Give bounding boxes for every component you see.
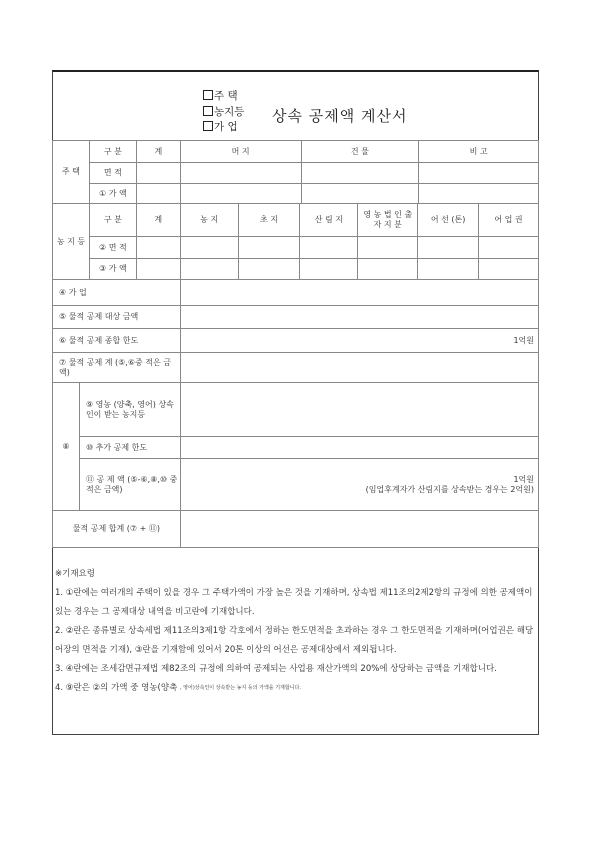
checkbox-house[interactable]: 주 택 bbox=[203, 88, 238, 103]
row-area-label: 면 적 bbox=[89, 163, 136, 184]
cell-input[interactable] bbox=[300, 237, 358, 259]
summary-table bbox=[52, 279, 539, 548]
instruction-3: 3. ④란에는 조세감면규제법 제82조의 규정에 의하여 공제되는 사업용 재산가액의 20%에 상당하는 금액을 기재합니다. bbox=[55, 664, 497, 674]
deduction-limit-value: 1억원 bbox=[180, 329, 538, 353]
house-side-label: 주 택 bbox=[53, 141, 90, 204]
deduction-amount-value bbox=[180, 459, 538, 511]
col-total: 계 bbox=[136, 141, 180, 163]
instruction-4-continued: , 영어)상속인이 상속받는 농지 등의 가액을 기재합니다. bbox=[180, 685, 301, 691]
instruction-1: 1. ①란에는 여러개의 주택이 있을 경우 그 주택가액이 가장 높은 것을 기재하며, 상속법 제11조의2제2항의 규정에 의한 공제액이 있는 경우는 그 공제대상 내역을 비고란에 기재합니다. bbox=[55, 588, 533, 617]
col-total: 계 bbox=[136, 204, 180, 237]
house-table bbox=[52, 140, 539, 204]
col-forest: 산 림 지 bbox=[300, 204, 358, 237]
row-deduction-sum-label: ⑦ 물적 공제 계 (⑤,⑥중 적은 금액) bbox=[53, 353, 181, 383]
col-fishing-vessel: 어 선 (톤) bbox=[418, 204, 479, 237]
cell-input[interactable] bbox=[180, 163, 301, 184]
form-title: 상속 공제액 계산서 bbox=[272, 107, 408, 125]
cell-input[interactable] bbox=[136, 163, 180, 184]
cell-input[interactable] bbox=[180, 280, 538, 306]
col-farmland: 농 지 bbox=[180, 204, 238, 237]
instructions bbox=[55, 565, 537, 698]
row-farm-heir-label: ⑨ 영농 (양축, 영어) 상속인이 받는 농지등 bbox=[79, 383, 180, 437]
cell-input[interactable] bbox=[238, 237, 300, 259]
cell-input[interactable] bbox=[358, 259, 418, 280]
instructions-heading: ※기재요령 bbox=[55, 569, 95, 579]
col-grassland: 초 지 bbox=[238, 204, 300, 237]
deduction-amount-main: 1억원 bbox=[513, 474, 534, 484]
farmland-table bbox=[52, 203, 539, 280]
cell-input[interactable] bbox=[180, 237, 238, 259]
cell-input[interactable] bbox=[300, 259, 358, 280]
row-additional-limit-label: ⑩ 추가 공제 한도 bbox=[79, 437, 180, 459]
cell-input[interactable] bbox=[180, 353, 538, 383]
checkbox-family-business[interactable]: 가 업 bbox=[203, 119, 238, 134]
cell-input[interactable] bbox=[238, 259, 300, 280]
col-building: 건 물 bbox=[301, 141, 419, 163]
checkbox-icon bbox=[203, 121, 213, 131]
col-category: 구 분 bbox=[89, 204, 136, 237]
row-value-label: ③ 가 액 bbox=[89, 259, 136, 280]
row-value-label: ① 가 액 bbox=[89, 184, 136, 204]
col-category: 구 분 bbox=[89, 141, 136, 163]
cell-input[interactable] bbox=[418, 259, 479, 280]
cell-input[interactable] bbox=[418, 237, 479, 259]
cell-input[interactable] bbox=[180, 259, 238, 280]
cell-input[interactable] bbox=[136, 259, 180, 280]
row-deduction-limit-label: ⑥ 물적 공제 종합 한도 bbox=[53, 329, 181, 353]
checkbox-icon bbox=[203, 106, 213, 116]
farm-side-label: 농 지 등 bbox=[53, 204, 90, 280]
instruction-2: 2. ②란은 종류별로 상속세법 제11조의3제1항 각호에서 정하는 한도면적을 초과하는 경우 그 한도면적을 기재하며(어업권은 해당어장의 면적을 기재), ③란을 기재함에 있어서 20톤 이상의 어선은 공제대상에서 제외됩니다. bbox=[55, 626, 534, 655]
cell-input[interactable] bbox=[479, 237, 539, 259]
cell-input[interactable] bbox=[419, 163, 539, 184]
col-farm-corp-share: 영 농 법 인 출 자 지 분 bbox=[358, 204, 418, 237]
cell-input[interactable] bbox=[180, 383, 538, 437]
cell-input[interactable] bbox=[301, 184, 419, 204]
row-8-label: ⑧ bbox=[53, 383, 80, 511]
deduction-amount-note: (임업후계자가 산림지를 상속받는 경우는 2억원) bbox=[365, 484, 534, 494]
col-fishery-right: 어 업 권 bbox=[479, 204, 539, 237]
cell-input[interactable] bbox=[180, 437, 538, 459]
col-remarks: 비 고 bbox=[419, 141, 539, 163]
checkbox-farmland[interactable]: 농지등 bbox=[203, 104, 244, 119]
cell-input[interactable] bbox=[180, 511, 538, 548]
cell-input[interactable] bbox=[419, 184, 539, 204]
cell-input[interactable] bbox=[301, 163, 419, 184]
cell-input[interactable] bbox=[180, 184, 301, 204]
cell-input[interactable] bbox=[180, 306, 538, 329]
cell-input[interactable] bbox=[479, 259, 539, 280]
row-deduction-target-label: ⑤ 물적 공제 대상 금액 bbox=[53, 306, 181, 329]
cell-input[interactable] bbox=[358, 237, 418, 259]
cell-input[interactable] bbox=[136, 184, 180, 204]
row-family-business-label: ④ 가 업 bbox=[53, 280, 181, 306]
row-total-label: 물적 공제 합계 (⑦ + ⑪) bbox=[53, 511, 181, 548]
row-deduction-amount-label: ⑪ 공 제 액 (⑤-⑥,⑧,⑩ 중 적은 금액) bbox=[79, 459, 180, 511]
row-area-label: ② 면 적 bbox=[89, 237, 136, 259]
instruction-4: 4. ⑨란은 ②의 가액 중 영농(양축 , 영어)상속인이 상속받는 농지 등의 가액을 기재합니다. bbox=[55, 683, 301, 693]
checkbox-icon bbox=[203, 90, 213, 100]
cell-input[interactable] bbox=[136, 237, 180, 259]
col-land: 머 지 bbox=[180, 141, 301, 163]
